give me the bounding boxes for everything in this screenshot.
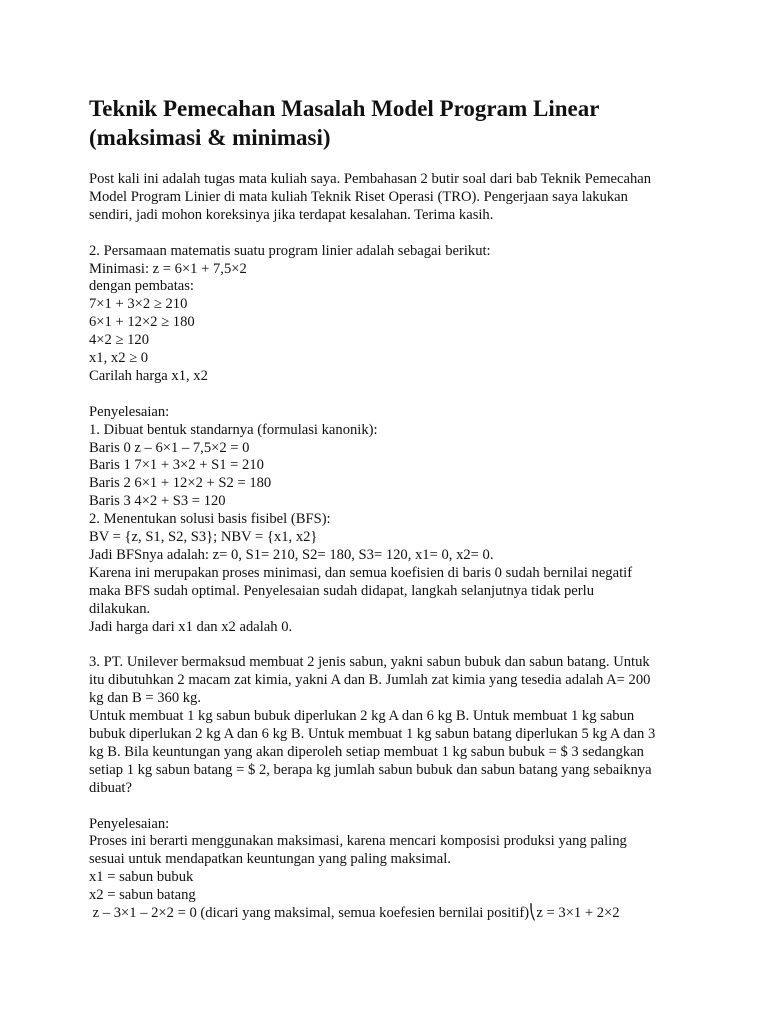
text-line: kg dan B = 360 kg. xyxy=(89,690,202,707)
text-line: kg B. Bila keuntungan yang akan diperoleh setiap membuat 1 kg sabun bubuk = $ 3 sedangkan xyxy=(89,743,644,760)
text-line: Baris 1 7×1 + 3×2 + S1 = 210 xyxy=(89,457,264,474)
text-line: 6×1 + 12×2 ≥ 180 xyxy=(89,314,195,331)
text-line: maka BFS sudah optimal. Penyelesaian sudah didapat, langkah selanjutnya tidak perlu xyxy=(89,582,594,599)
document-body xyxy=(89,171,729,923)
text-line: Baris 0 z – 6×1 – 7,5×2 = 0 xyxy=(89,439,250,456)
paragraph-spacer xyxy=(89,798,729,816)
text-line: bubuk diperlukan 2 kg A dan 6 kg B. Untuk membuat 1 kg sabun batang diperlukan 5 kg A dan 3 xyxy=(89,726,656,743)
text-line: Minimasi: z = 6×1 + 7,5×2 xyxy=(89,260,247,277)
text-line: 4×2 ≥ 120 xyxy=(89,332,150,349)
text-line: 2. Persamaan matematis suatu program linier adalah sebagai berikut: xyxy=(89,242,491,259)
paragraph-spacer xyxy=(89,637,729,655)
text-line: dengan pembatas: xyxy=(89,278,194,295)
text-line: Carilah harga x1, x2 xyxy=(89,367,208,384)
text-line: Post kali ini adalah tugas mata kuliah saya. Pembahasan 2 butir soal dari bab Teknik Pemecahan xyxy=(89,171,652,187)
text-line: Model Program Linier di mata kuliah Teknik Riset Operasi (TRO). Pengerjaan saya lakukan xyxy=(89,188,628,205)
text-line: setiap 1 kg sabun batang = $ 2, berapa kg jumlah sabun bubuk dan sabun batang yang sebaiknya xyxy=(89,761,652,778)
document-title xyxy=(89,94,729,152)
document-title-line-1: Teknik Pemecahan Masalah Model Program Linear xyxy=(89,96,600,121)
text-line: 2. Menentukan solusi basis fisibel (BFS): xyxy=(89,511,331,528)
text-line: 7×1 + 3×2 ≥ 210 xyxy=(89,296,188,313)
text-line: sesuai untuk mendapatkan keuntungan yang paling maksimal. xyxy=(89,851,451,868)
text-line: z – 3×1 – 2×2 = 0 (dicari yang maksimal, semua koefesien bernilai positif)⎝z = 3×1 + 2×2 xyxy=(89,905,620,922)
text-line: Jadi harga dari x1 dan x2 adalah 0. xyxy=(89,618,293,635)
text-line: Baris 2 6×1 + 12×2 + S2 = 180 xyxy=(89,475,272,492)
text-line: x1 = sabun bubuk xyxy=(89,869,194,886)
text-line: Proses ini berarti menggunakan maksimasi, karena mencari komposisi produksi yang paling xyxy=(89,833,627,850)
text-line: Baris 3 4×2 + S3 = 120 xyxy=(89,493,226,510)
text-line: Penyelesaian: xyxy=(89,403,170,420)
paragraph-spacer xyxy=(89,386,729,404)
text-line: dilakukan. xyxy=(89,600,151,617)
text-line: Jadi BFSnya adalah: z= 0, S1= 210, S2= 180, S3= 120, x1= 0, x2= 0. xyxy=(89,547,494,563)
text-line: 1. Dibuat bentuk standarnya (formulasi kanonik): xyxy=(89,421,378,438)
text-line: x1, x2 ≥ 0 xyxy=(89,350,149,367)
paragraph-spacer xyxy=(89,225,729,243)
text-line: x2 = sabun batang xyxy=(89,887,196,904)
text-line: Penyelesaian: xyxy=(89,815,170,832)
document-title-line-2: (maksimasi & minimasi) xyxy=(89,125,331,150)
text-line: Untuk membuat 1 kg sabun bubuk diperlukan 2 kg A dan 6 kg B. Untuk membuat 1 kg sabun xyxy=(89,708,635,725)
text-line: dibuat? xyxy=(89,779,132,796)
text-line: itu dibutuhkan 2 macam zat kimia, yakni A dan B. Jumlah zat kimia yang tesedia adalah A= 200 xyxy=(89,672,651,689)
text-line: BV = {z, S1, S2, S3}; NBV = {x1, x2} xyxy=(89,529,318,546)
text-line: 3. PT. Unilever bermaksud membuat 2 jenis sabun, yakni sabun bubuk dan sabun batang. Untuk xyxy=(89,654,650,671)
text-line: sendiri, jadi mohon koreksinya jika terdapat kesalahan. Terima kasih. xyxy=(89,206,494,223)
text-line: Karena ini merupakan proses minimasi, dan semua koefisien di baris 0 sudah bernilai negatif xyxy=(89,564,633,581)
document-page xyxy=(89,94,729,923)
